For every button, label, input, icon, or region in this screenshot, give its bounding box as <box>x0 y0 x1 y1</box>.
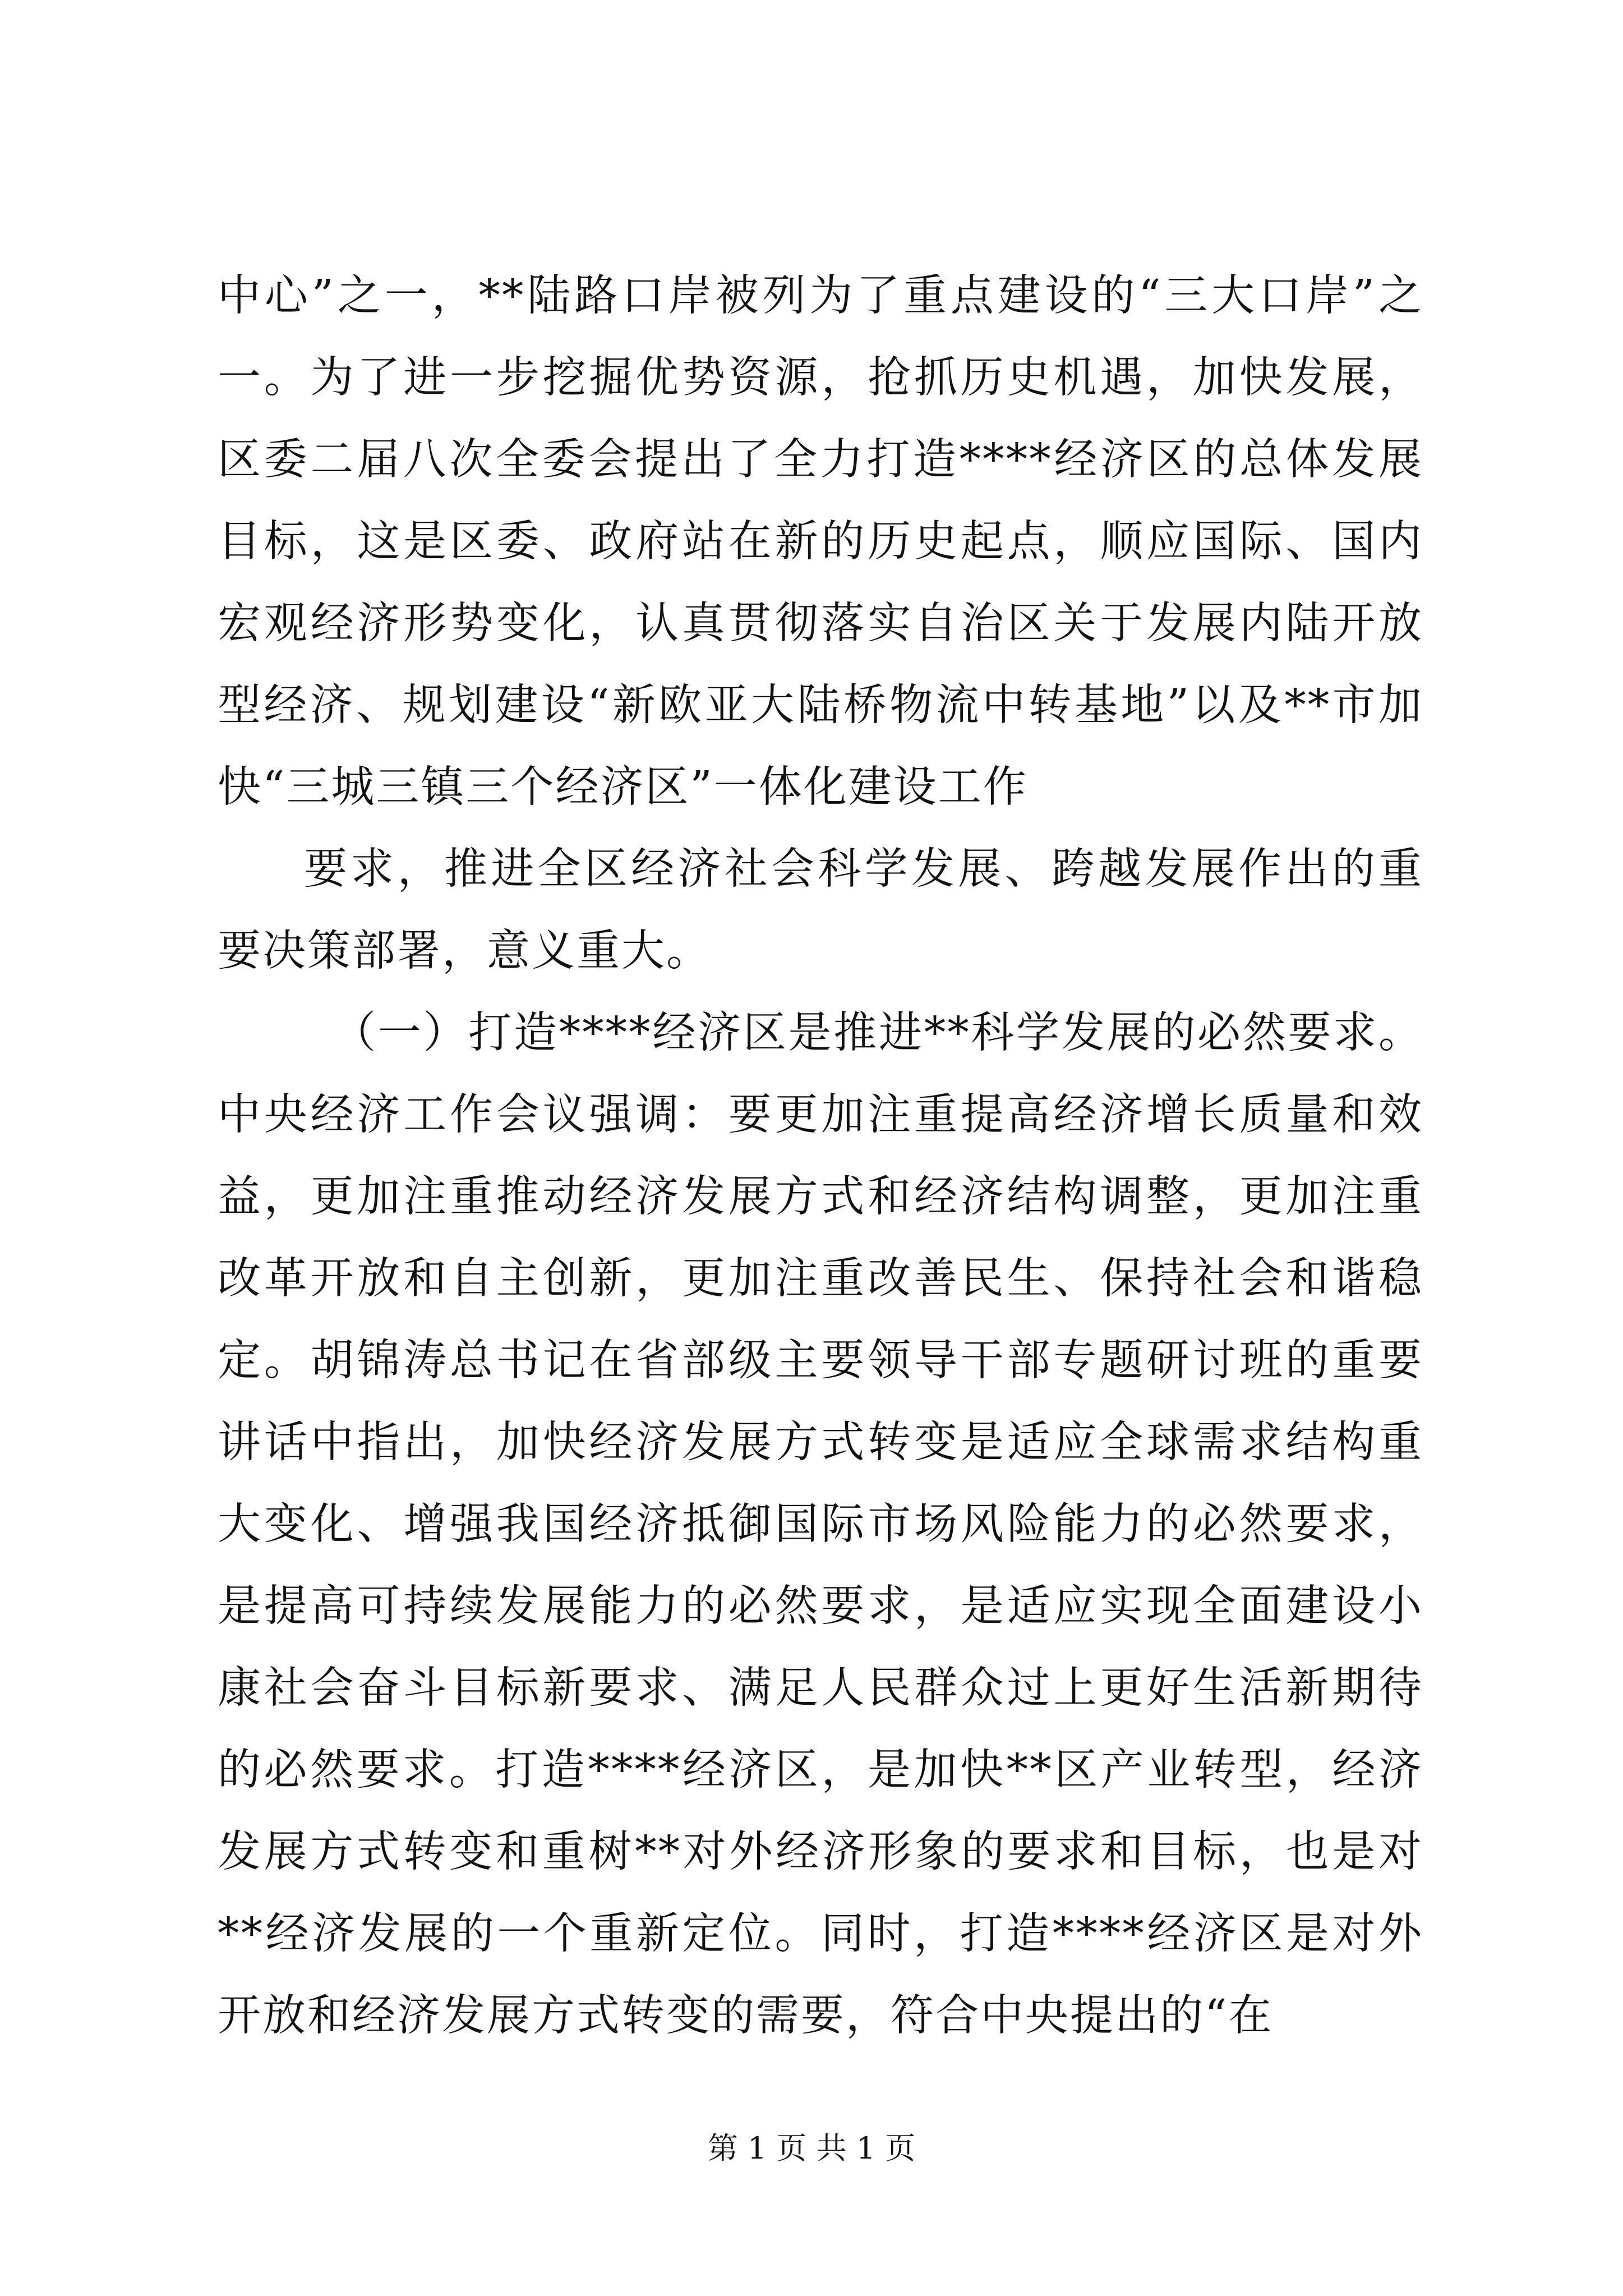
paragraph-2: 要求，推进全区经济社会科学发展、跨越发展作出的重要决策部署，意义重大。 <box>218 844 1423 976</box>
document-body <box>218 255 1423 2057</box>
page-footer: 第 1 页 共 1 页 <box>707 2131 916 2166</box>
paragraph-1: 中心”之一，**陆路口岸被列为了重点建设的“三大口岸”之一。为了进一步挖掘优势资源，抢抓历史机遇，加快发展，区委二届八次全委会提出了全力打造****经济区的总体发展目标，这是区委、政府站在新的历史起点，顺应国际、国内宏观经济形势变化，认真贯彻落实自治区关于发展内陆开放型经济、规划建设“新欧亚大陆桥物流中转基地”以及**市加快“三城三镇三个经济区”一体化建设工作 <box>218 271 1423 812</box>
paragraph-3: （一）打造****经济区是推进**科学发展的必然要求。中央经济工作会议强调：要更加注重提高经济增长质量和效益，更加注重推动经济发展方式和经济结构调整，更加注重改革开放和自主创新，更加注重改善民生、保持社会和谐稳定。胡锦涛总书记在省部级主要领导干部专题研讨班的重要讲话中指出，加快经济发展方式转变是适应全球需求结构重大变化、增强我国经济抵御国际市场风险能力的必然要求，是提高可持续发展能力的必然要求，是适应实现全面建设小康社会奋斗目标新要求、满足人民群众过上更好生活新期待的必然要求。打造****经济区，是加快**区产业转型，经济发展方式转变和重树**对外经济形象的要求和目标，也是对**经济发展的一个重新定位。同时，打造****经济区是对外开放和经济发展方式转变的需要，符合中央提出的“在 <box>218 1008 1423 2041</box>
